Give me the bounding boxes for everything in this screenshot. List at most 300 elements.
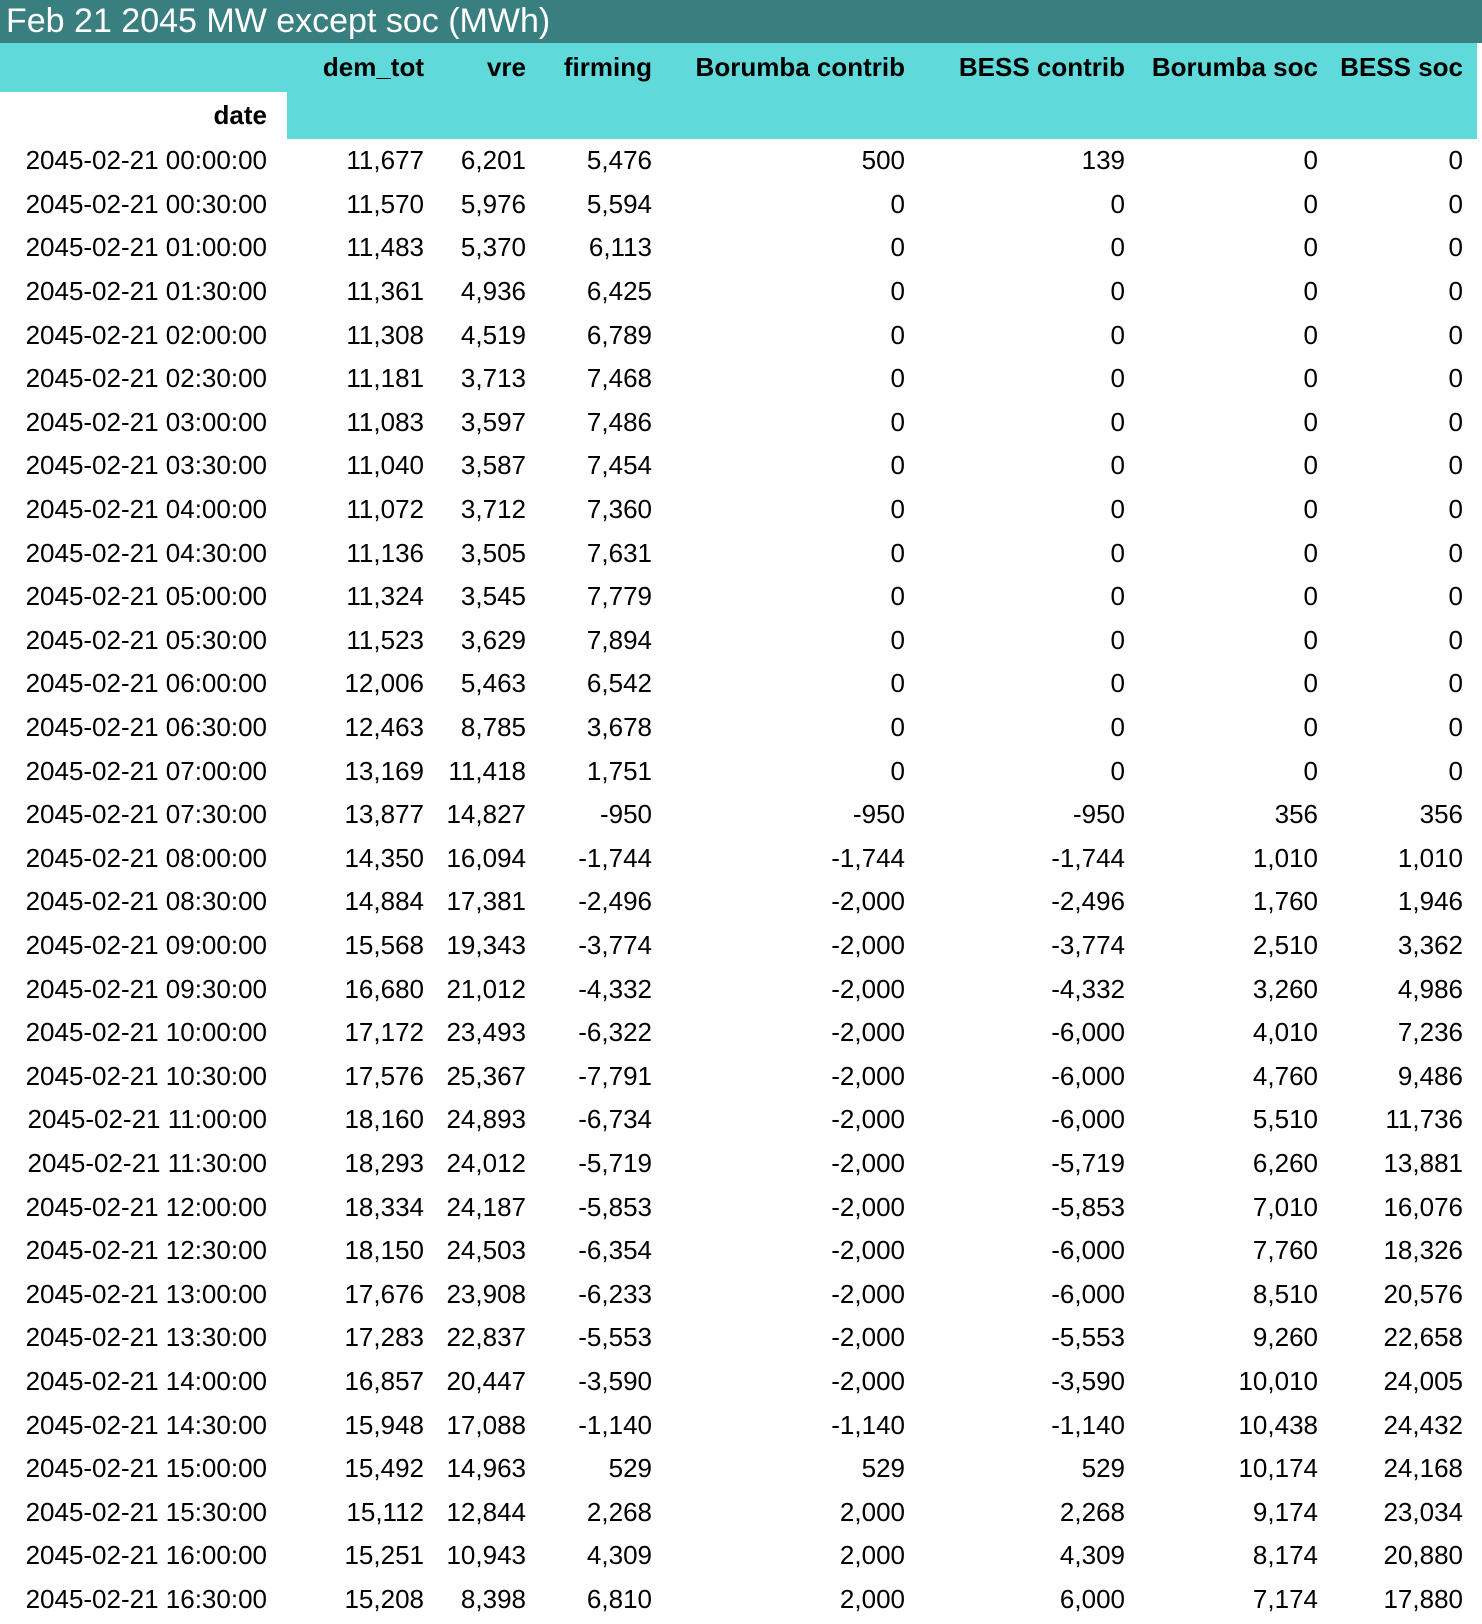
value-cell: 14,963 [446, 1453, 526, 1484]
value-cell: 23,493 [446, 1017, 526, 1048]
value-cell: -6,000 [1051, 1104, 1125, 1135]
value-cell: -6,734 [578, 1104, 652, 1135]
value-cell: 6,425 [586, 276, 652, 307]
value-cell: 0 [1303, 188, 1318, 219]
column-header-borumba-contrib: Borumba contrib [666, 43, 919, 92]
value-cell: -2,000 [831, 1060, 905, 1091]
date-cell: 2045-02-21 08:30:00 [25, 886, 267, 917]
table-row [0, 880, 1477, 924]
value-cell: -1,744 [578, 842, 652, 873]
value-cell: -2,496 [578, 886, 652, 917]
date-cell: 2045-02-21 10:30:00 [25, 1060, 267, 1091]
value-cell: 0 [890, 319, 905, 350]
value-cell: 0 [890, 755, 905, 786]
table-row [0, 226, 1477, 270]
table-row [0, 837, 1477, 881]
value-cell: 0 [1110, 450, 1125, 481]
table-row [0, 488, 1477, 532]
value-cell: 10,010 [1238, 1365, 1318, 1396]
table-row [0, 575, 1477, 619]
value-cell: 4,519 [460, 319, 526, 350]
date-cell: 2045-02-21 07:30:00 [25, 799, 267, 830]
value-cell: 0 [1110, 494, 1125, 525]
data-table [0, 43, 1477, 1621]
table-row [0, 1534, 1477, 1578]
value-cell: 24,503 [446, 1235, 526, 1266]
table-row [0, 793, 1477, 837]
value-cell: -6,000 [1051, 1235, 1125, 1266]
value-cell: 3,260 [1252, 973, 1318, 1004]
value-cell: 529 [861, 1453, 905, 1484]
value-cell: 5,976 [460, 188, 526, 219]
value-cell: 0 [890, 581, 905, 612]
value-cell: 7,631 [586, 537, 652, 568]
value-cell: 0 [1448, 188, 1463, 219]
value-cell: 5,594 [586, 188, 652, 219]
value-cell: -2,000 [831, 1278, 905, 1309]
value-cell: -2,000 [831, 1017, 905, 1048]
column-header-dem-tot: dem_tot [287, 43, 438, 92]
value-cell: 0 [1448, 232, 1463, 263]
value-cell: -1,140 [831, 1409, 905, 1440]
table-row [0, 1054, 1477, 1098]
value-cell: -1,140 [578, 1409, 652, 1440]
value-cell: 0 [890, 494, 905, 525]
value-cell: 7,174 [1252, 1583, 1318, 1614]
value-cell: 18,326 [1383, 1235, 1463, 1266]
value-cell: 8,174 [1252, 1540, 1318, 1571]
value-cell: 0 [1303, 406, 1318, 437]
value-cell: 7,894 [586, 624, 652, 655]
value-cell: 0 [890, 450, 905, 481]
value-cell: -5,553 [578, 1322, 652, 1353]
date-cell: 2045-02-21 11:30:00 [27, 1147, 267, 1178]
value-cell: -2,000 [831, 886, 905, 917]
value-cell: -1,140 [1051, 1409, 1125, 1440]
value-cell: 0 [1110, 319, 1125, 350]
value-cell: 0 [1110, 537, 1125, 568]
value-cell: 4,309 [586, 1540, 652, 1571]
value-cell: 0 [1448, 145, 1463, 176]
value-cell: 2,000 [839, 1540, 905, 1571]
date-cell: 2045-02-21 05:30:00 [25, 624, 267, 655]
value-cell: 0 [1448, 276, 1463, 307]
date-cell: 2045-02-21 13:00:00 [25, 1278, 267, 1309]
value-cell: 20,447 [446, 1365, 526, 1396]
value-cell: 0 [1110, 624, 1125, 655]
value-cell: 0 [890, 363, 905, 394]
value-cell: 6,113 [588, 232, 652, 263]
table-row [0, 1490, 1477, 1534]
value-cell: 0 [1303, 624, 1318, 655]
value-cell: 14,827 [446, 799, 526, 830]
date-cell: 2045-02-21 01:00:00 [25, 232, 267, 263]
date-cell: 2045-02-21 15:00:00 [25, 1453, 267, 1484]
value-cell: 3,587 [460, 450, 526, 481]
value-cell: 0 [1448, 581, 1463, 612]
value-cell: 10,438 [1238, 1409, 1318, 1440]
value-cell: 7,468 [586, 363, 652, 394]
value-cell: 6,542 [586, 668, 652, 699]
value-cell: 0 [1110, 755, 1125, 786]
value-cell: 0 [890, 712, 905, 743]
value-cell: 4,986 [1397, 973, 1463, 1004]
value-cell: 18,293 [344, 1147, 424, 1178]
value-cell: 11,324 [346, 581, 424, 612]
value-cell: 24,005 [1383, 1365, 1463, 1396]
date-cell: 2045-02-21 13:30:00 [25, 1322, 267, 1353]
value-cell: 7,454 [586, 450, 652, 481]
value-cell: 11,418 [448, 755, 526, 786]
table-title: Feb 21 2045 MW except soc (MWh) [0, 0, 1482, 43]
value-cell: 5,476 [586, 145, 652, 176]
value-cell: 11,181 [346, 363, 424, 394]
value-cell: 2,000 [839, 1583, 905, 1614]
table-row [0, 1185, 1477, 1229]
value-cell: 0 [1448, 537, 1463, 568]
table-row [0, 967, 1477, 1011]
value-cell: -1,744 [1051, 842, 1125, 873]
value-cell: 11,361 [346, 276, 424, 307]
date-cell: 2045-02-21 10:00:00 [25, 1017, 267, 1048]
value-cell: 15,251 [344, 1540, 424, 1571]
value-cell: 356 [1274, 799, 1318, 830]
value-cell: -5,553 [1051, 1322, 1125, 1353]
value-cell: -3,774 [1051, 929, 1125, 960]
column-header-vre: vre [438, 43, 540, 92]
value-cell: 17,283 [344, 1322, 424, 1353]
table-row [0, 313, 1477, 357]
value-cell: 17,381 [446, 886, 526, 917]
value-cell: 4,309 [1059, 1540, 1125, 1571]
value-cell: 11,083 [346, 406, 424, 437]
value-cell: 0 [890, 276, 905, 307]
value-cell: 0 [1110, 276, 1125, 307]
index-row-filler [287, 92, 1477, 139]
value-cell: 0 [1303, 755, 1318, 786]
value-cell: 22,658 [1383, 1322, 1463, 1353]
value-cell: 6,201 [460, 145, 526, 176]
date-cell: 2045-02-21 00:00:00 [25, 145, 267, 176]
value-cell: 24,893 [446, 1104, 526, 1135]
value-cell: -2,000 [831, 1191, 905, 1222]
value-cell: -1,744 [831, 842, 905, 873]
table-row [0, 1316, 1477, 1360]
date-cell: 2045-02-21 05:00:00 [25, 581, 267, 612]
value-cell: 1,751 [586, 755, 652, 786]
value-cell: 2,268 [586, 1496, 652, 1527]
value-cell: 13,877 [344, 799, 424, 830]
table-row [0, 139, 1477, 183]
value-cell: 0 [890, 624, 905, 655]
value-cell: -2,496 [1051, 886, 1125, 917]
value-cell: 139 [1081, 145, 1125, 176]
value-cell: 11,072 [346, 494, 424, 525]
value-cell: 7,486 [586, 406, 652, 437]
date-cell: 2045-02-21 03:30:00 [25, 450, 267, 481]
value-cell: 16,094 [446, 842, 526, 873]
value-cell: 0 [1303, 276, 1318, 307]
value-cell: -6,354 [578, 1235, 652, 1266]
value-cell: -6,233 [578, 1278, 652, 1309]
value-cell: 0 [1110, 712, 1125, 743]
value-cell: 17,676 [344, 1278, 424, 1309]
header-corner-blank [0, 43, 287, 92]
date-cell: 2045-02-21 02:30:00 [25, 363, 267, 394]
column-header-bess-contrib: BESS contrib [919, 43, 1139, 92]
value-cell: 15,492 [344, 1453, 424, 1484]
value-cell: -3,774 [578, 929, 652, 960]
value-cell: 529 [1081, 1453, 1125, 1484]
date-cell: 2045-02-21 06:00:00 [25, 668, 267, 699]
value-cell: 5,463 [460, 668, 526, 699]
value-cell: 529 [608, 1453, 652, 1484]
value-cell: 0 [1303, 145, 1318, 176]
value-cell: 18,160 [344, 1104, 424, 1135]
table-row [0, 1142, 1477, 1186]
value-cell: 0 [1448, 450, 1463, 481]
value-cell: -3,590 [1051, 1365, 1125, 1396]
table-row [0, 749, 1477, 793]
value-cell: 15,112 [346, 1496, 424, 1527]
value-cell: 0 [1448, 494, 1463, 525]
value-cell: 0 [1303, 450, 1318, 481]
value-cell: 0 [1303, 537, 1318, 568]
table-row [0, 1098, 1477, 1142]
value-cell: 3,713 [460, 363, 526, 394]
value-cell: 8,510 [1252, 1278, 1318, 1309]
value-cell: 11,483 [346, 232, 424, 263]
column-header-firming: firming [540, 43, 666, 92]
value-cell: 5,370 [460, 232, 526, 263]
date-cell: 2045-02-21 03:00:00 [25, 406, 267, 437]
value-cell: 0 [1110, 232, 1125, 263]
index-name-label: date [0, 92, 287, 139]
value-cell: 6,810 [586, 1583, 652, 1614]
value-cell: -6,000 [1051, 1060, 1125, 1091]
date-cell: 2045-02-21 04:00:00 [25, 494, 267, 525]
value-cell: 0 [890, 537, 905, 568]
column-header-borumba-soc: Borumba soc [1139, 43, 1332, 92]
value-cell: 0 [1448, 712, 1463, 743]
value-cell: 16,857 [344, 1365, 424, 1396]
value-cell: 0 [1303, 232, 1318, 263]
date-cell: 2045-02-21 12:30:00 [25, 1235, 267, 1266]
value-cell: 19,343 [446, 929, 526, 960]
value-cell: 0 [1110, 406, 1125, 437]
table-row [0, 183, 1477, 227]
value-cell: 24,187 [446, 1191, 526, 1222]
value-cell: -2,000 [831, 1322, 905, 1353]
value-cell: 0 [1303, 668, 1318, 699]
value-cell: 500 [861, 145, 905, 176]
value-cell: 11,570 [346, 188, 424, 219]
value-cell: 7,760 [1252, 1235, 1318, 1266]
date-cell: 2045-02-21 01:30:00 [25, 276, 267, 307]
value-cell: 0 [1110, 668, 1125, 699]
date-cell: 2045-02-21 02:00:00 [25, 319, 267, 350]
value-cell: 12,463 [344, 712, 424, 743]
table-row [0, 270, 1477, 314]
table-row [0, 1578, 1477, 1622]
value-cell: -6,322 [578, 1017, 652, 1048]
value-cell: 25,367 [446, 1060, 526, 1091]
table-row [0, 531, 1477, 575]
value-cell: 15,948 [344, 1409, 424, 1440]
value-cell: 11,040 [346, 450, 424, 481]
table-row [0, 444, 1477, 488]
table-body [0, 139, 1477, 1621]
value-cell: 5,510 [1252, 1104, 1318, 1135]
value-cell: 0 [890, 668, 905, 699]
value-cell: 0 [1303, 363, 1318, 394]
value-cell: 7,236 [1397, 1017, 1463, 1048]
value-cell: 2,268 [1059, 1496, 1125, 1527]
value-cell: 4,936 [460, 276, 526, 307]
table-row [0, 924, 1477, 968]
date-cell: 2045-02-21 16:30:00 [25, 1583, 267, 1614]
date-cell: 2045-02-21 08:00:00 [25, 842, 267, 873]
value-cell: 11,308 [346, 319, 424, 350]
value-cell: 0 [1110, 363, 1125, 394]
value-cell: 11,523 [346, 624, 424, 655]
value-cell: 0 [1448, 755, 1463, 786]
value-cell: 15,568 [344, 929, 424, 960]
value-cell: 4,760 [1252, 1060, 1318, 1091]
value-cell: -2,000 [831, 1235, 905, 1266]
value-cell: -2,000 [831, 1365, 905, 1396]
value-cell: 2,510 [1252, 929, 1318, 960]
value-cell: 23,034 [1383, 1496, 1463, 1527]
value-cell: 6,789 [586, 319, 652, 350]
value-cell: 0 [1448, 319, 1463, 350]
table-row [0, 401, 1477, 445]
table-row [0, 662, 1477, 706]
value-cell: 16,076 [1383, 1191, 1463, 1222]
value-cell: -6,000 [1051, 1017, 1125, 1048]
column-header-bess-soc: BESS soc [1332, 43, 1477, 92]
value-cell: 2,000 [839, 1496, 905, 1527]
value-cell: -5,853 [578, 1191, 652, 1222]
value-cell: 4,010 [1252, 1017, 1318, 1048]
value-cell: 0 [1110, 581, 1125, 612]
value-cell: 12,006 [344, 668, 424, 699]
value-cell: 7,779 [586, 581, 652, 612]
date-cell: 2045-02-21 14:30:00 [25, 1409, 267, 1440]
value-cell: 0 [890, 406, 905, 437]
value-cell: 3,505 [460, 537, 526, 568]
value-cell: 17,088 [446, 1409, 526, 1440]
value-cell: 17,172 [344, 1017, 424, 1048]
value-cell: 3,597 [460, 406, 526, 437]
value-cell: 0 [1448, 624, 1463, 655]
value-cell: -6,000 [1051, 1278, 1125, 1309]
value-cell: 3,678 [586, 712, 652, 743]
value-cell: -5,719 [1051, 1147, 1125, 1178]
value-cell: 18,334 [344, 1191, 424, 1222]
value-cell: 0 [1303, 581, 1318, 612]
table-row [0, 706, 1477, 750]
value-cell: 0 [890, 232, 905, 263]
value-cell: 0 [1448, 363, 1463, 394]
value-cell: 0 [1448, 668, 1463, 699]
value-cell: 7,010 [1252, 1191, 1318, 1222]
value-cell: -2,000 [831, 1147, 905, 1178]
table-row [0, 1011, 1477, 1055]
date-cell: 2045-02-21 14:00:00 [25, 1365, 267, 1396]
date-cell: 2045-02-21 09:30:00 [25, 973, 267, 1004]
value-cell: -950 [599, 799, 652, 830]
value-cell: 9,486 [1397, 1060, 1463, 1091]
date-cell: 2045-02-21 09:00:00 [25, 929, 267, 960]
value-cell: 0 [1303, 494, 1318, 525]
value-cell: 0 [1110, 188, 1125, 219]
column-header-row [0, 43, 1477, 92]
value-cell: 0 [1303, 319, 1318, 350]
table-row [0, 357, 1477, 401]
value-cell: 8,785 [460, 712, 526, 743]
value-cell: 20,576 [1383, 1278, 1463, 1309]
date-cell: 2045-02-21 00:30:00 [25, 188, 267, 219]
value-cell: 13,169 [344, 755, 424, 786]
value-cell: 9,174 [1252, 1496, 1318, 1527]
value-cell: 6,000 [1059, 1583, 1125, 1614]
value-cell: 10,943 [446, 1540, 526, 1571]
value-cell: 11,136 [346, 537, 424, 568]
date-cell: 2045-02-21 04:30:00 [25, 537, 267, 568]
value-cell: 24,168 [1383, 1453, 1463, 1484]
index-name-row [0, 92, 1477, 139]
value-cell: 18,150 [344, 1235, 424, 1266]
table-row [0, 1272, 1477, 1316]
value-cell: 1,760 [1252, 886, 1318, 917]
value-cell: 16,680 [344, 973, 424, 1004]
value-cell: 8,398 [460, 1583, 526, 1614]
value-cell: 0 [1448, 406, 1463, 437]
value-cell: 11,677 [346, 145, 424, 176]
value-cell: 0 [1303, 712, 1318, 743]
value-cell: 17,880 [1383, 1583, 1463, 1614]
value-cell: 1,946 [1397, 886, 1463, 917]
value-cell: 17,576 [344, 1060, 424, 1091]
value-cell: 21,012 [446, 973, 526, 1004]
value-cell: 3,362 [1397, 929, 1463, 960]
value-cell: 1,010 [1397, 842, 1463, 873]
value-cell: 14,884 [344, 886, 424, 917]
value-cell: 12,844 [446, 1496, 526, 1527]
table-row [0, 1447, 1477, 1491]
value-cell: 14,350 [344, 842, 424, 873]
value-cell: 11,736 [1385, 1104, 1463, 1135]
value-cell: 24,432 [1383, 1409, 1463, 1440]
table-row [0, 619, 1477, 663]
value-cell: 6,260 [1252, 1147, 1318, 1178]
date-cell: 2045-02-21 12:00:00 [25, 1191, 267, 1222]
value-cell: -5,853 [1051, 1191, 1125, 1222]
table-row [0, 1360, 1477, 1404]
value-cell: 9,260 [1252, 1322, 1318, 1353]
value-cell: 356 [1419, 799, 1463, 830]
date-cell: 2045-02-21 11:00:00 [27, 1104, 267, 1135]
value-cell: -950 [852, 799, 905, 830]
value-cell: 23,908 [446, 1278, 526, 1309]
value-cell: 3,629 [460, 624, 526, 655]
date-cell: 2045-02-21 07:00:00 [25, 755, 267, 786]
value-cell: -7,791 [578, 1060, 652, 1091]
value-cell: 20,880 [1383, 1540, 1463, 1571]
date-cell: 2045-02-21 16:00:00 [25, 1540, 267, 1571]
date-cell: 2045-02-21 15:30:00 [25, 1496, 267, 1527]
